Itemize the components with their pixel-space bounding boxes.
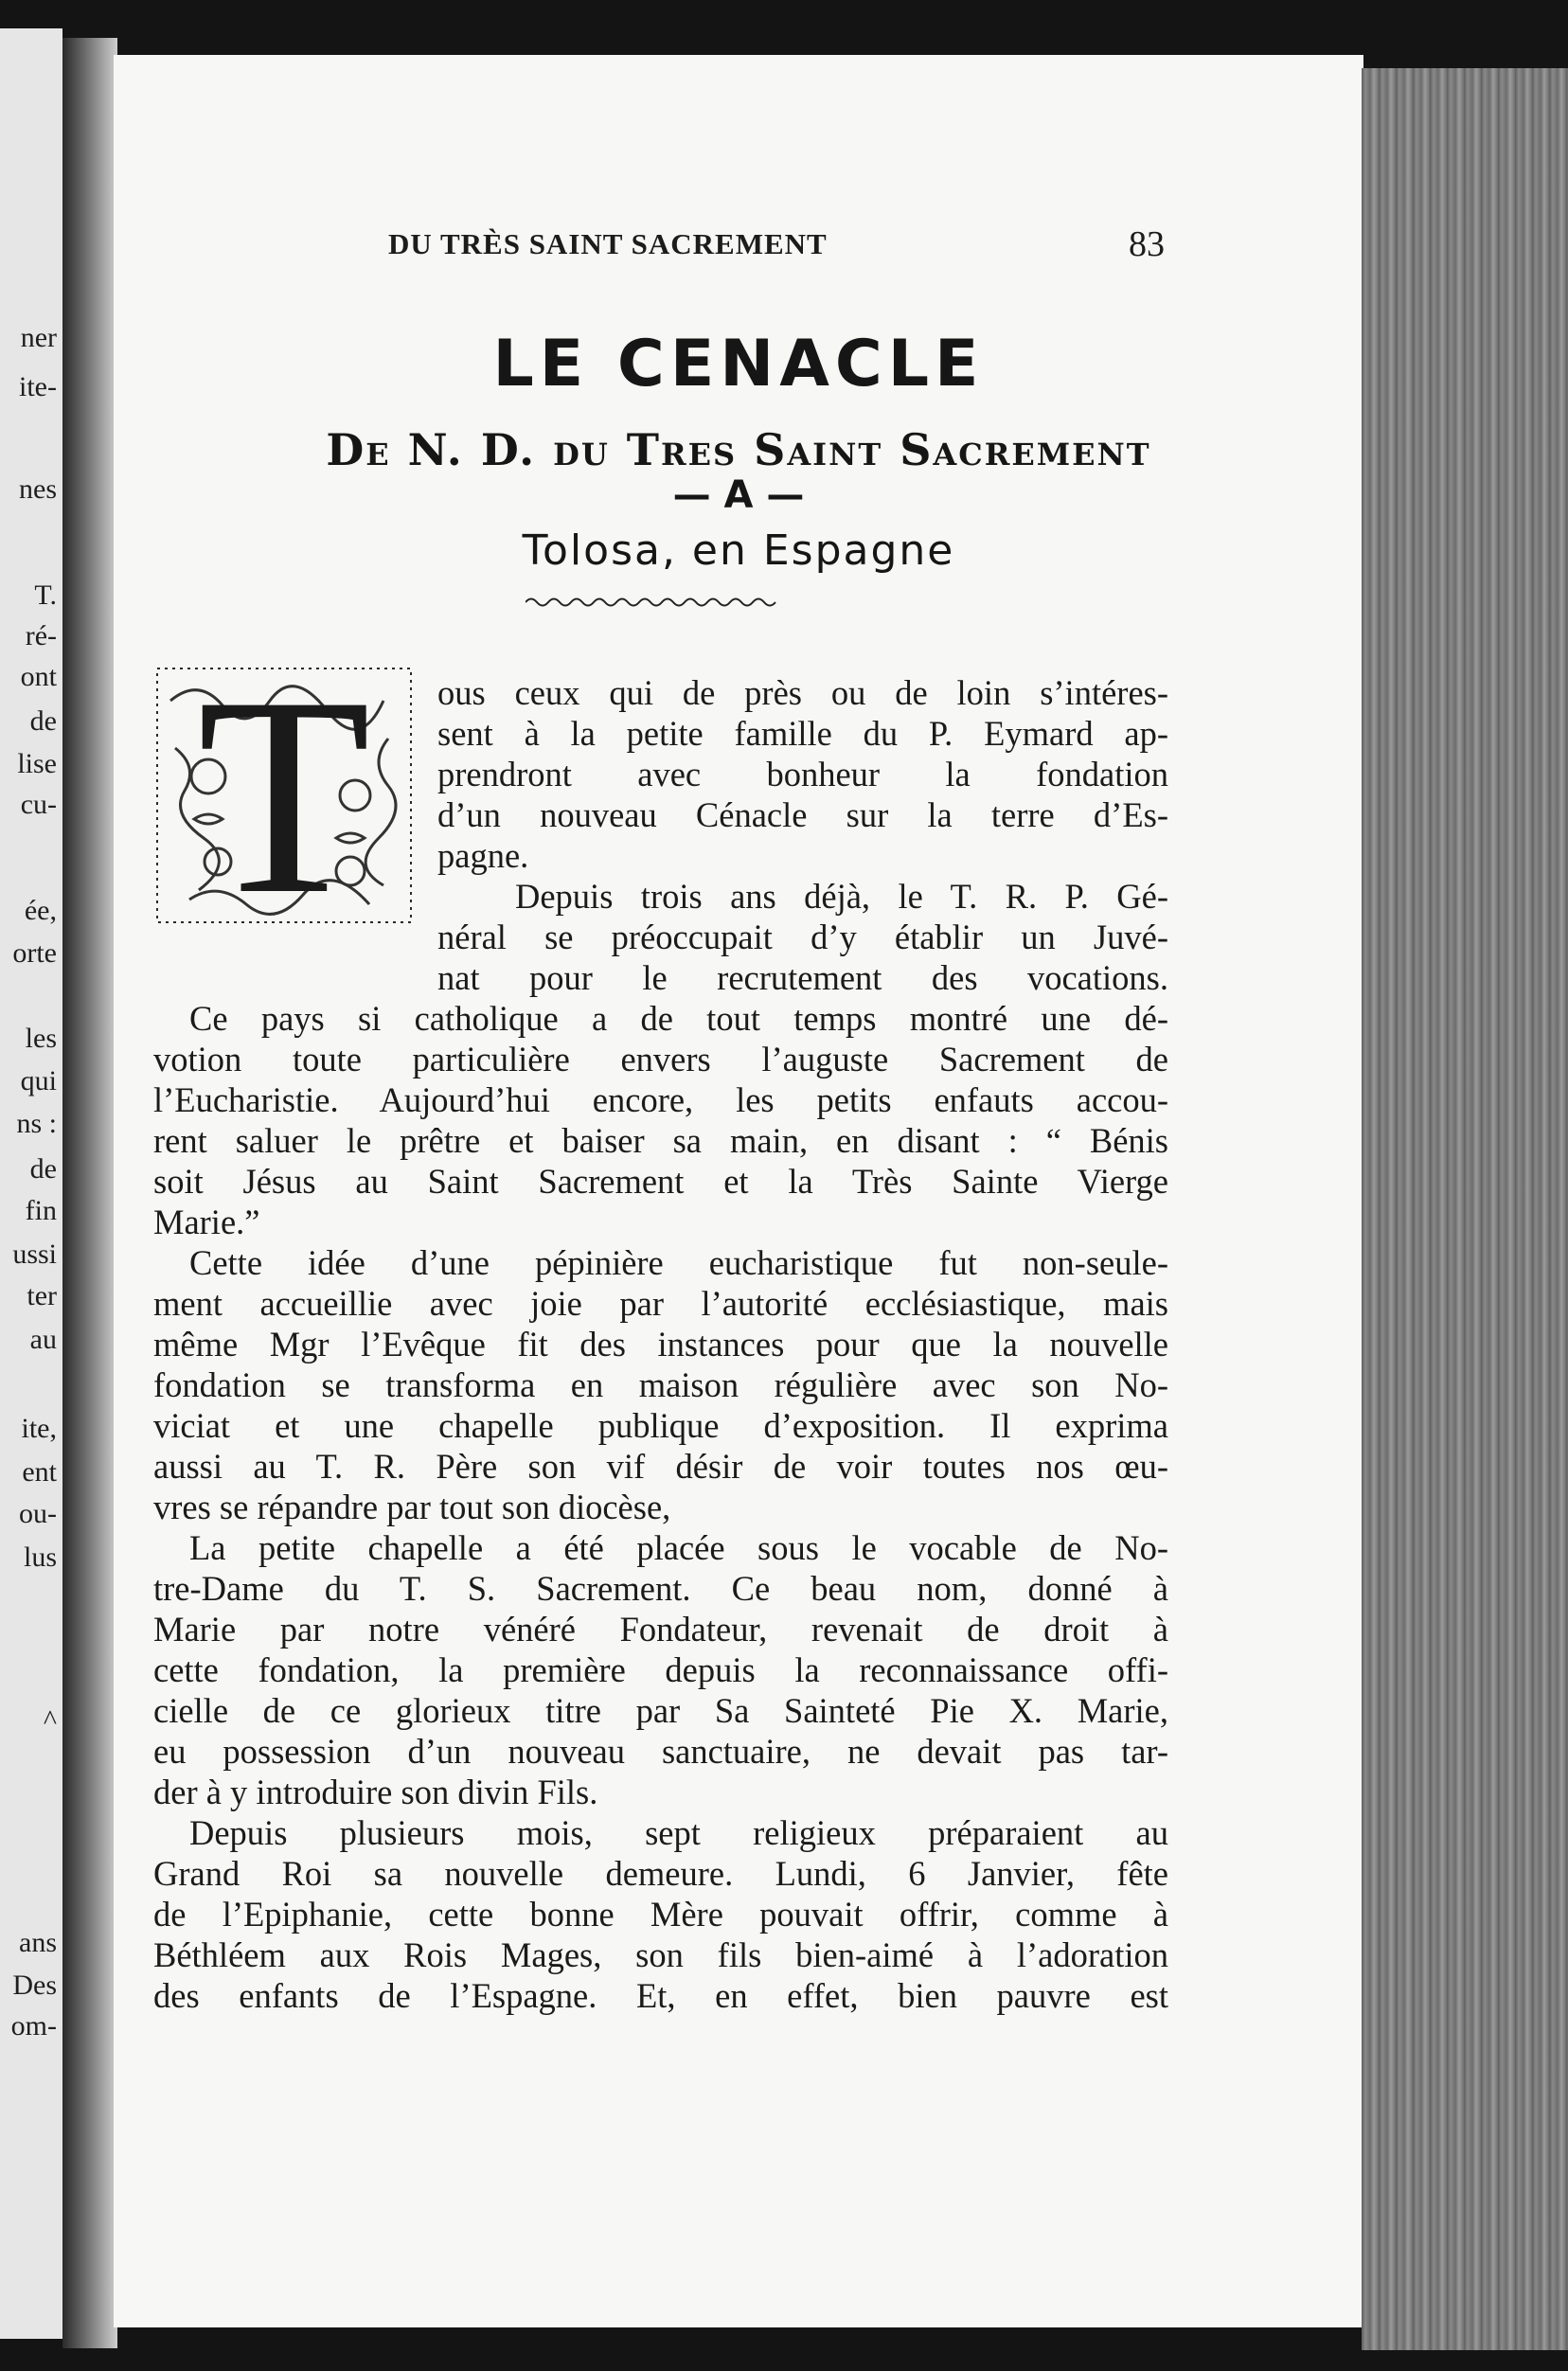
text-line: Depuis trois ans déjà, le T. R. P. Gé- [515, 877, 1168, 916]
margin-fragment: ite- [19, 371, 57, 402]
text-line: viciat et une chapelle publique d’exposition. Il exprima [153, 1406, 1168, 1445]
left-facing-page [0, 28, 62, 2339]
article-subtitle: De N. D. du Tres Saint Sacrement [326, 424, 1151, 475]
gutter-shadow [62, 38, 117, 2348]
margin-fragment: ter [27, 1280, 57, 1311]
decorative-rule [526, 595, 776, 610]
text-line: sent à la petite famille du P. Eymard ap- [437, 714, 1168, 753]
text-line: d’un nouveau Cénacle sur la terre d’Es- [437, 795, 1168, 834]
margin-fragment: ée, [24, 895, 57, 926]
margin-fragment: les [25, 1023, 57, 1054]
running-head-title: DU TRÈS SAINT SACREMENT [388, 227, 828, 260]
text-line: prendront avec bonheur la fondation [437, 755, 1168, 793]
text-line: Cette idée d’une pépinière eucharistique fut non-seule- [189, 1243, 1168, 1282]
text-line: eu possession d’un nouveau sanctuaire, ne devait pas tar- [153, 1732, 1168, 1771]
margin-fragment: om- [10, 2010, 57, 2041]
margin-fragment: ussi [12, 1239, 57, 1270]
margin-fragment: orte [12, 937, 57, 969]
margin-fragment: au [29, 1324, 57, 1355]
margin-fragment: fin [25, 1195, 57, 1226]
book-page-edges [1362, 68, 1568, 2350]
margin-fragment: ner [20, 322, 57, 353]
article-title: LE CENACLE [492, 327, 985, 401]
text-line: cette fondation, la première depuis la reconnaissance offi- [153, 1650, 1168, 1689]
margin-fragment: lus [23, 1542, 57, 1573]
margin-fragment: de [29, 705, 57, 737]
drop-cap-letter: T [197, 638, 371, 953]
margin-fragment: ré- [25, 620, 57, 651]
heading-separator: — A — [672, 473, 805, 517]
margin-fragment: ite, [21, 1413, 57, 1444]
text-line: Marie.” [153, 1203, 260, 1241]
margin-fragment: T. [34, 579, 57, 611]
text-line: ous ceux qui de près ou de loin s’intéres- [437, 673, 1168, 712]
text-line: l’Eucharistie. Aujourd’hui encore, les petits enfauts accou- [153, 1080, 1168, 1119]
text-line: vres se répandre par tout son diocèse, [153, 1488, 671, 1526]
text-line: soit Jésus au Saint Sacrement et la Très Sainte Vierge [153, 1162, 1168, 1201]
margin-fragment: Des [12, 1970, 57, 2001]
text-line: aussi au T. R. Père son vif désir de voir toutes nos œu- [153, 1447, 1168, 1486]
text-line: rent saluer le prêtre et baiser sa main, en disant : “ Bénis [153, 1121, 1168, 1160]
margin-fragment: cu- [20, 789, 57, 820]
text-line: votion toute particulière envers l’auguste Sacrement de [153, 1040, 1168, 1079]
margin-fragment: qui [20, 1065, 57, 1096]
text-line: Grand Roi sa nouvelle demeure. Lundi, 6 Janvier, fête [153, 1854, 1168, 1893]
text-line: pagne. [437, 836, 529, 875]
text-line: La petite chapelle a été placée sous le vocable de No- [189, 1528, 1168, 1567]
margin-fragment: de [29, 1153, 57, 1185]
margin-fragment: ont [20, 661, 57, 692]
text-line: nat pour le recrutement des vocations. [437, 958, 1168, 997]
running-head [275, 224, 1165, 265]
margin-fragment: ^ [43, 1704, 57, 1736]
text-line: de l’Epiphanie, cette bonne Mère pouvait offrir, comme à [153, 1895, 1168, 1934]
text-line: der à y introduire son divin Fils. [153, 1773, 598, 1811]
text-line: même Mgr l’Evêque fit des instances pour que la nouvelle [153, 1325, 1168, 1364]
margin-fragment: ns : [16, 1108, 57, 1139]
text-line: Marie par notre vénéré Fondateur, revenait de droit à [153, 1610, 1168, 1649]
text-line: cielle de ce glorieux titre par Sa Sainteté Pie X. Marie, [153, 1691, 1168, 1730]
text-line: Béthléem aux Rois Mages, son fils bien-aimé à l’adoration [153, 1935, 1168, 1974]
text-line: Depuis plusieurs mois, sept religieux préparaient au [189, 1813, 1168, 1852]
margin-fragment: ou- [19, 1498, 57, 1529]
article-location: Tolosa, en Espagne [522, 526, 955, 575]
margin-fragment: nes [19, 473, 57, 505]
text-line: tre-Dame du T. S. Sacrement. Ce beau nom, donné à [153, 1569, 1168, 1608]
text-line: des enfants de l’Espagne. Et, en effet, bien pauvre est [153, 1976, 1168, 2015]
ornamental-drop-cap [151, 638, 417, 953]
page-number: 83 [1129, 224, 1165, 264]
text-line: ment accueillie avec joie par l’autorité ecclésiastique, mais [153, 1284, 1168, 1323]
margin-fragment: ans [19, 1927, 57, 1958]
text-line: fondation se transforma en maison régulière avec son No- [153, 1365, 1168, 1404]
text-line: néral se préoccupait d’y établir un Juvé- [437, 918, 1168, 956]
margin-fragment: ent [22, 1456, 57, 1488]
text-line: Ce pays si catholique a de tout temps montré une dé- [189, 999, 1168, 1038]
margin-fragment: lise [17, 748, 57, 779]
